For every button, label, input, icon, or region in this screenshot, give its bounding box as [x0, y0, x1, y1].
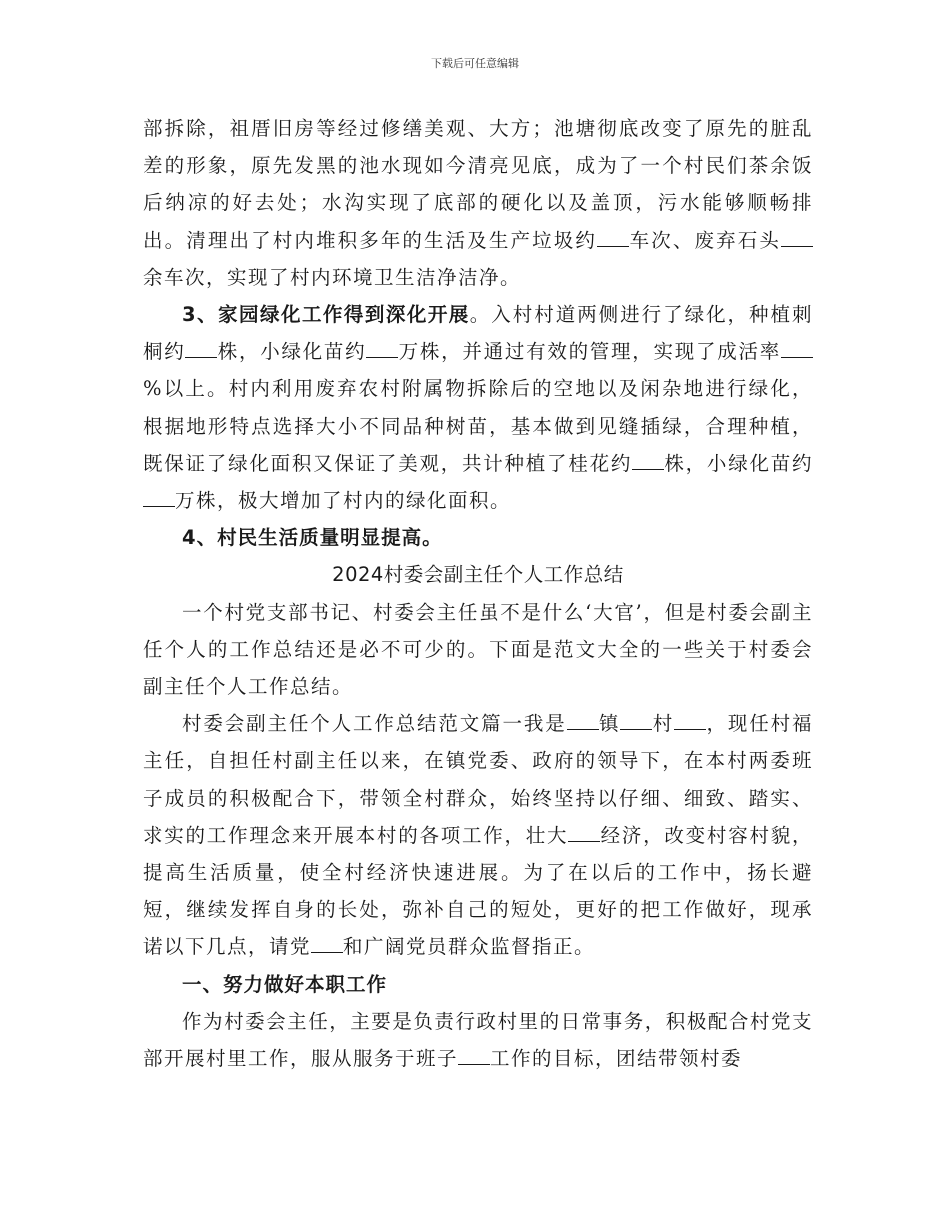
- paragraph-text: 经济，改变村容村貌，提高生活质量，使全村经济快速进展。为了在以后的工作中，扬长避短，继续发挥自身的长处，弥补自己的短处，更好的把工作做好，现承诺以下几点，请党: [143, 823, 813, 959]
- blank-underline: [311, 934, 343, 953]
- paragraph-living-quality: [143, 519, 813, 556]
- blank-underline: [567, 711, 599, 730]
- paragraph-text: 万株，极大增加了村内的绿化面积。: [175, 489, 512, 513]
- paragraph-text: %以上。村内利用废弃农村附属物拆除后的空地以及闲杂地进行绿化，根据地形特点选择大小不同品种树苗，基本做到见缝插绿，合理种植，既保证了绿化面积又保证了美观，共计种植了桂花约: [143, 377, 813, 475]
- paragraph-text: 株，小绿化苗约: [217, 340, 367, 364]
- blank-underline: [781, 339, 813, 358]
- blank-underline: [143, 488, 175, 507]
- paragraph-text: 余车次，实现了村内环境卫生洁净洁净。: [143, 265, 522, 289]
- blank-underline: [674, 711, 706, 730]
- page-header-note: 下载后可任意编辑: [431, 57, 519, 70]
- paragraph-text: 万株，并通过有效的管理，实现了成活率: [398, 340, 781, 364]
- paragraph-greening: [143, 296, 813, 519]
- document-title: 2024村委会副主任个人工作总结: [332, 563, 624, 587]
- blank-underline: [458, 1046, 490, 1065]
- item-heading: 4、村民生活质量明显提高。: [182, 526, 443, 550]
- paragraph-text: ，现任村福主任，自担任村副主任以来，在镇党委、政府的领导下，在本村两委班子成员的积极配合下，带领全村群众，始终坚持以仔细、细致、踏实、求实的工作理念来开展本村的各项工作，壮大: [143, 712, 813, 847]
- paragraph-text: 株，小绿化苗约: [664, 451, 813, 475]
- paragraph-text: 作为村委会主任，主要是负责行政村里的日常事务，积极配合村党支部开展村里工作，服从服务于班子: [143, 1009, 813, 1071]
- section-heading: 一、努力做好本职工作: [182, 972, 388, 996]
- paragraph-text: 部拆除，祖厝旧房等经过修缮美观、大方；池塘彻底改变了原先的脏乱差的形象，原先发黑的池水现如今清亮见底，成为了一个村民们茶余饭后纳凉的好去处；水沟实现了底部的硬化以及盖顶，污水能够顺畅排出。清理出了村内堆积多年的生活及生产垃圾约: [143, 117, 813, 252]
- item-heading: 3、家园绿化工作得到深化开展: [182, 303, 470, 327]
- paragraph-text: 镇: [598, 712, 621, 736]
- blank-underline: [366, 339, 398, 358]
- document-body: [143, 110, 813, 1077]
- paragraph-text: 村: [652, 712, 675, 736]
- paragraph-text: 村委会副主任个人工作总结范文篇一我是: [182, 712, 567, 736]
- blank-underline: [185, 339, 217, 358]
- paragraph-text: 车次、废弃石头: [629, 228, 781, 252]
- blank-underline: [597, 228, 629, 247]
- paragraph-text: 工作的目标，团结带领村委: [490, 1047, 743, 1071]
- paragraph-intro: 一个村党支部书记、村委会主任虽不是什么‘大官’，但是村委会副主任个人的工作总结还是必不可少的。下面是范文大全的一些关于村委会副主任个人工作总结。: [143, 600, 813, 699]
- paragraph-duty: [143, 1003, 813, 1077]
- blank-underline: [568, 823, 600, 842]
- paragraph-text: 和广阔党员群众监督指正。: [343, 935, 596, 959]
- paragraph-text: 。入村村道两侧进行了绿化，种植刺桐约: [143, 303, 813, 364]
- paragraph-environment: [143, 110, 813, 296]
- paragraph-sample-one: [143, 705, 813, 965]
- blank-underline: [620, 711, 652, 730]
- blank-underline: [781, 228, 813, 247]
- blank-underline: [632, 451, 664, 470]
